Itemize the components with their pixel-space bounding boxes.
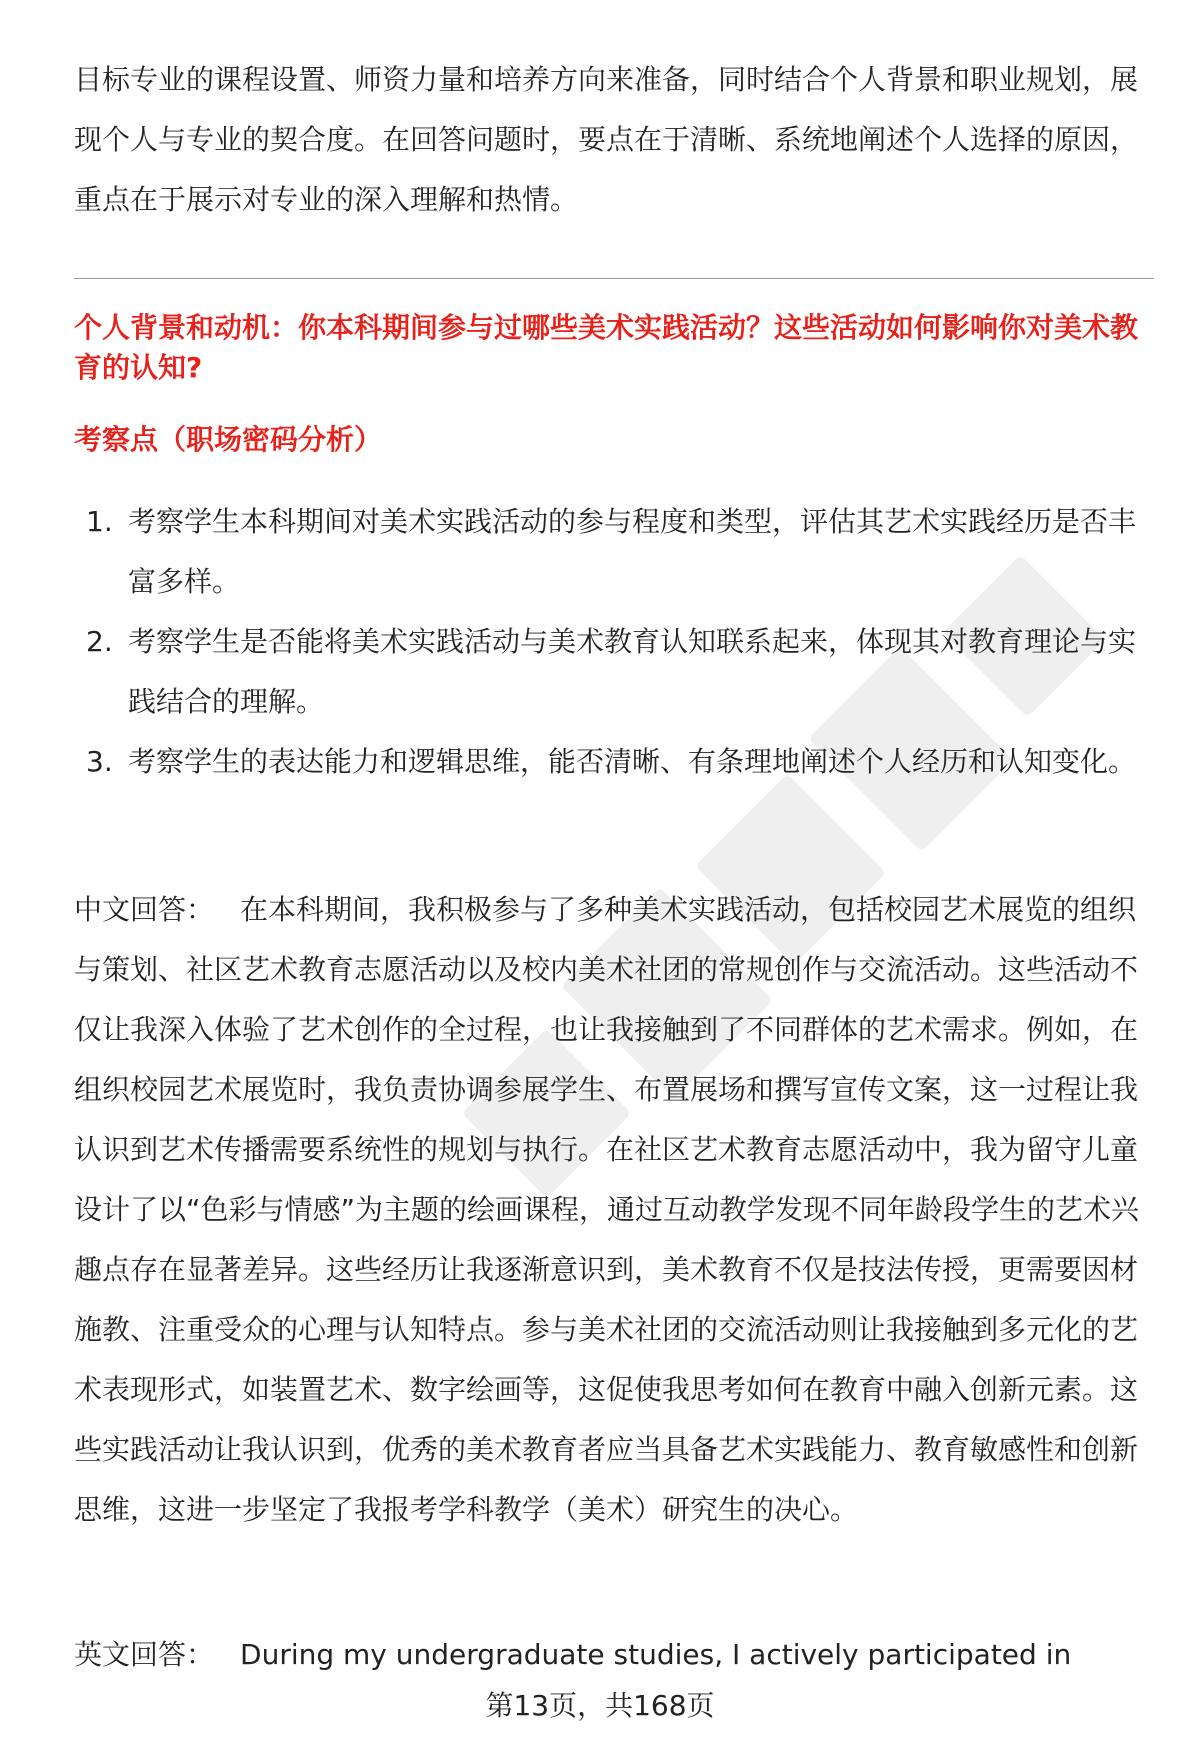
section-divider: [74, 278, 1154, 279]
list-item-number: 2.: [86, 625, 113, 658]
question-heading: 个人背景和动机：你本科期间参与过哪些美术实践活动？这些活动如何影响你对美术教育的认知?: [74, 311, 1139, 384]
english-answer-label: 英文回答：: [74, 1638, 215, 1671]
page-footer: 第13页，共168页: [485, 1689, 715, 1722]
analysis-heading: 考察点（职场密码分析）: [74, 423, 383, 456]
list-item: [74, 612, 1154, 732]
list-item: [74, 492, 1154, 612]
list-item-number: 1.: [86, 505, 113, 538]
list-item-text: 考察学生是否能将美术实践活动与美术教育认知联系起来，体现其对教育理论与实践结合的理解。: [128, 625, 1137, 718]
intro-paragraph: 目标专业的课程设置、师资力量和培养方向来准备，同时结合个人背景和职业规划，展现个人与专业的契合度。在回答问题时，要点在于清晰、系统地阐述个人选择的原因，重点在于展示对专业的深入理解和热情。: [74, 63, 1139, 216]
chinese-answer-label: 中文回答：: [74, 893, 215, 926]
list-item-text: 考察学生本科期间对美术实践活动的参与程度和类型，评估其艺术实践经历是否丰富多样。: [128, 505, 1137, 598]
list-item-number: 3.: [86, 745, 113, 778]
chinese-answer: [74, 880, 1154, 1540]
english-answer: [74, 1625, 1154, 1685]
english-answer-text: During my undergraduate studies, I actively participated in: [240, 1638, 1072, 1671]
list-item: [74, 732, 1154, 792]
chinese-answer-text: 在本科期间，我积极参与了多种美术实践活动，包括校园艺术展览的组织与策划、社区艺术教育志愿活动以及校内美术社团的常规创作与交流活动。这些活动不仅让我深入体验了艺术创作的全过程，也让我接触到了不同群体的艺术需求。例如，在组织校园艺术展览时，我负责协调参展学生、布置展场和撰写宣传文案，这一过程让我认识到艺术传播需要系统性的规划与执行。在社区艺术教育志愿活动中，我为留守儿童设计了以“色彩与情感”为主题的绘画课程，通过互动教学发现不同年龄段学生的艺术兴趣点存在显著差异。这些经历让我逐渐意识到，美术教育不仅是技法传授，更需要因材施教、注重受众的心理与认知特点。参与美术社团的交流活动则让我接触到多元化的艺术表现形式，如装置艺术、数字绘画等，这促使我思考如何在教育中融入创新元素。这些实践活动让我认识到，优秀的美术教育者应当具备艺术实践能力、教育敏感性和创新思维，这进一步坚定了我报考学科教学（美术）研究生的决心。: [74, 893, 1140, 1526]
analysis-list: [74, 492, 1154, 792]
list-item-text: 考察学生的表达能力和逻辑思维，能否清晰、有条理地阐述个人经历和认知变化。: [128, 745, 1137, 778]
